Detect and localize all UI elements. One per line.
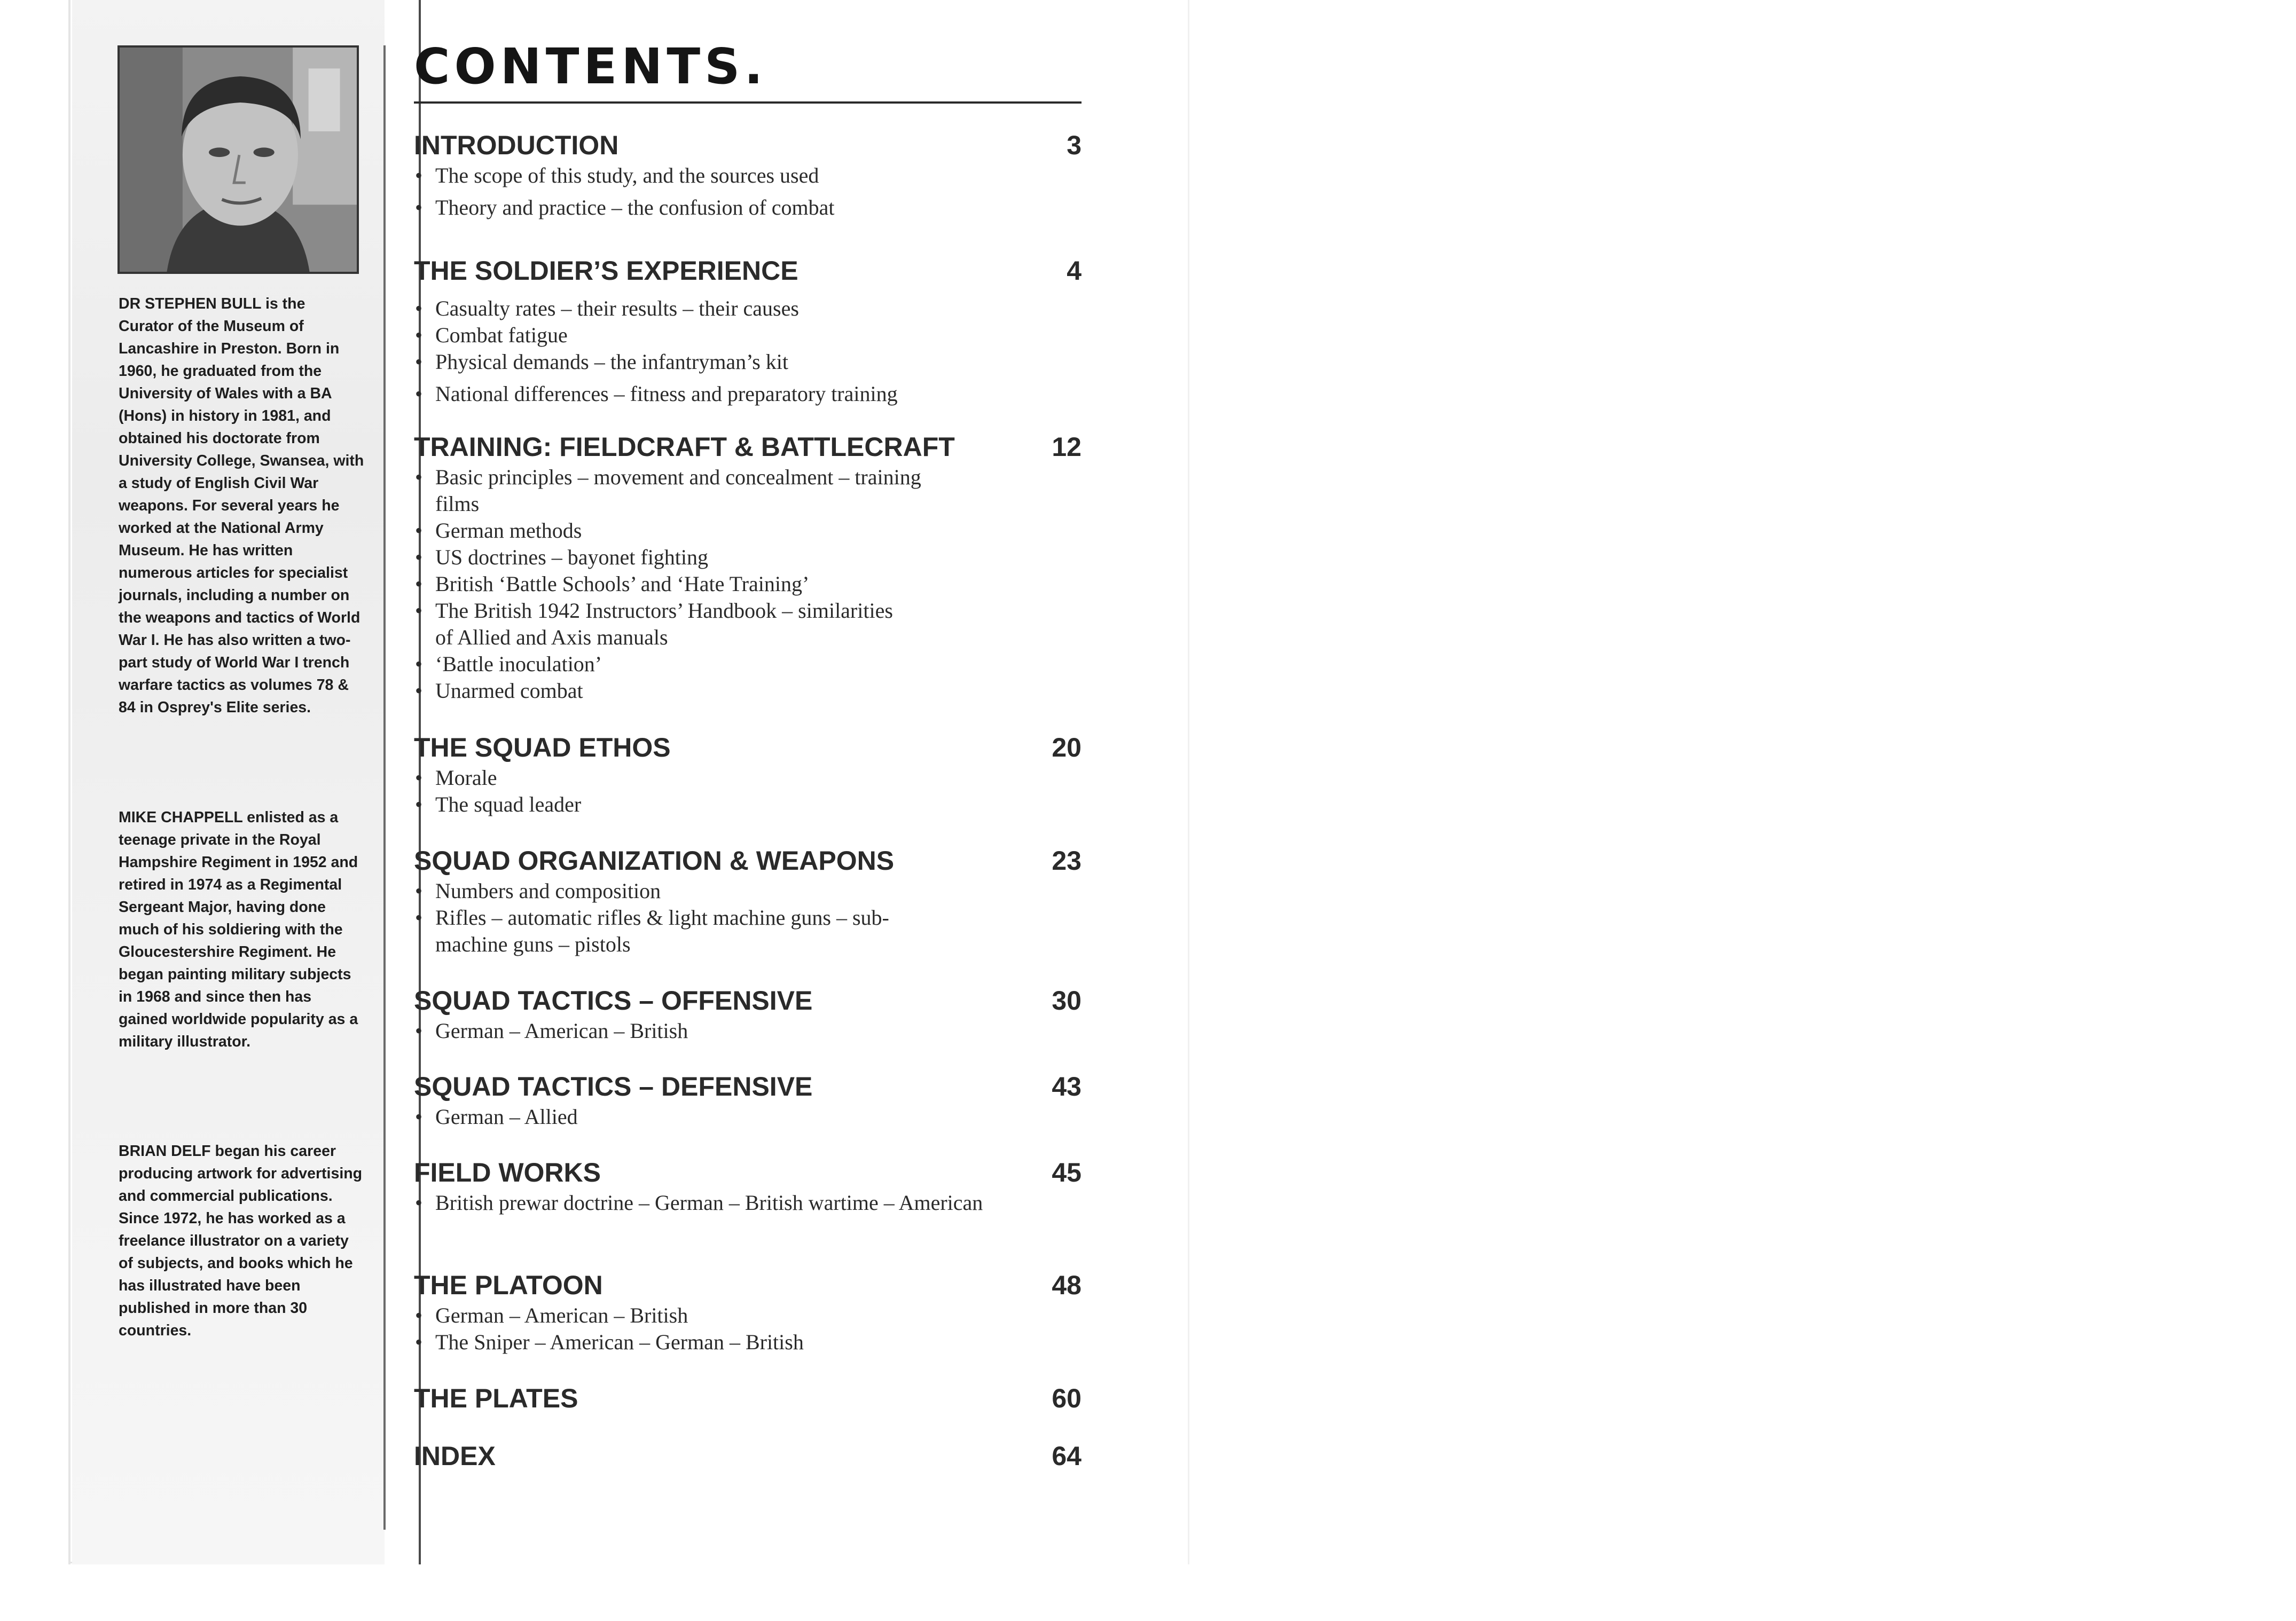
toc-page-number: 4 <box>1067 256 1082 286</box>
illustrator-bio-brian-delf: BRIAN DELF began his career producing artwork for advertising and commercial publications. Since 1972, he has worked as a freelance illustrator on a variety of subjects, and books which he has illustrated have been published in more than 30 countries. <box>119 1143 363 1339</box>
toc-item: • British prewar doctrine – German – British wartime – American <box>415 1191 983 1215</box>
toc-item: • US doctrines – bayonet fighting <box>415 545 709 569</box>
toc-section <box>414 128 1082 221</box>
toc-section-title: FIELD WORKS <box>414 1158 601 1187</box>
toc-section <box>414 1439 1082 1473</box>
toc-section-title: THE PLATES <box>414 1383 578 1413</box>
toc-section-title: SQUAD TACTICS – OFFENSIVE <box>414 986 813 1016</box>
contents-title: CONTENTS. <box>414 38 767 95</box>
toc-item: • Combat fatigue <box>415 323 568 347</box>
toc-section-title: THE SQUAD ETHOS <box>414 733 671 762</box>
toc-section <box>414 983 1082 1044</box>
toc-page-number: 3 <box>1067 130 1082 160</box>
toc-section <box>414 1069 1082 1130</box>
toc-item: • Casualty rates – their results – their causes <box>415 296 799 320</box>
page-edge-right <box>1188 0 1189 1564</box>
toc-item: • Theory and practice – the confusion of combat <box>415 195 835 219</box>
toc-page-number: 30 <box>1052 986 1082 1016</box>
toc-item: • Rifles – automatic rifles & light machine guns – sub-machine guns – pistols <box>415 906 889 956</box>
toc-item: • German methods <box>415 518 582 542</box>
toc-item: • German – American – British <box>415 1303 688 1327</box>
toc-item: • The squad leader <box>415 792 582 816</box>
toc-item: • German – Allied <box>415 1105 578 1129</box>
toc-page-number: 12 <box>1052 432 1082 462</box>
toc-item: • The British 1942 Instructors’ Handbook – similarities of Allied and Axis manuals <box>415 599 893 649</box>
toc-item: • German – American – British <box>415 1019 688 1043</box>
portrait-photo-icon <box>120 48 357 272</box>
toc-item: • Basic principles – movement and concealment – training films <box>415 465 921 516</box>
toc-page-number: 20 <box>1052 733 1082 762</box>
toc-page-number: 64 <box>1052 1441 1082 1471</box>
toc-section-title: SQUAD ORGANIZATION & WEAPONS <box>414 846 895 876</box>
toc-section <box>414 844 1082 958</box>
page-edge-left <box>68 0 70 1564</box>
toc-page-number: 45 <box>1052 1158 1082 1187</box>
sidebar-divider <box>383 45 386 1530</box>
toc-section-title: THE PLATOON <box>414 1270 603 1300</box>
toc-item: • ‘Battle inoculation’ <box>415 652 602 676</box>
toc-item: • Morale <box>415 766 497 790</box>
toc-item: • The scope of this study, and the sources used <box>415 163 819 187</box>
toc-item: • Unarmed combat <box>415 679 583 703</box>
toc-section <box>414 1155 1082 1216</box>
toc-item: • National differences – fitness and preparatory training <box>415 382 898 406</box>
toc-section-title: INTRODUCTION <box>414 130 619 160</box>
toc-section-title: TRAINING: FIELDCRAFT & BATTLECRAFT <box>414 432 955 462</box>
toc-section <box>414 730 1082 818</box>
toc-section-title: INDEX <box>414 1441 496 1471</box>
toc-item: • Physical demands – the infantryman’s kit <box>415 350 788 374</box>
toc-page-number: 43 <box>1052 1072 1082 1101</box>
toc-item: • The Sniper – American – German – British <box>415 1330 804 1354</box>
toc-page-number: 23 <box>1052 846 1082 876</box>
toc-section-title: SQUAD TACTICS – DEFENSIVE <box>414 1072 813 1101</box>
illustrator-bio-mike-chappell: MIKE CHAPPELL enlisted as a teenage private in the Royal Hampshire Regiment in 1952 and retired in 1974 as a Regimental Sergeant Major, having done much of his soldiering with the Gloucestershire Regiment. He began painting military subjects in 1968 and since then has gained worldwide popularity as a military illustrator. <box>119 809 358 1050</box>
author-bio-stephen-bull: DR STEPHEN BULL is the Curator of the Museum of Lancashire in Preston. Born in 1960, he graduated from the University of Wales with a BA (Hons) in history in 1981, and obtained his doctorate from University College, Swansea, with a study of English Civil War weapons. For several years he worked at the National Army Museum. He has written numerous articles for specialist journals, including a number on the weapons and tactics of World War I. He has also written a two-part study of World War I trench warfare tactics as volumes 78 & 84 in Osprey's Elite series. <box>119 295 364 716</box>
toc-section <box>414 430 1082 704</box>
toc-item: • British ‘Battle Schools’ and ‘Hate Training’ <box>415 572 810 596</box>
toc-section-title: THE SOLDIER’S EXPERIENCE <box>414 256 798 286</box>
toc-item: • Numbers and composition <box>415 879 661 903</box>
toc-section <box>414 1381 1082 1415</box>
toc-page-number: 60 <box>1052 1383 1082 1413</box>
toc-page-number: 48 <box>1052 1270 1082 1300</box>
toc-section <box>414 1268 1082 1356</box>
title-rule <box>414 101 1082 104</box>
toc-section <box>414 254 1082 407</box>
author-portrait <box>117 45 359 274</box>
